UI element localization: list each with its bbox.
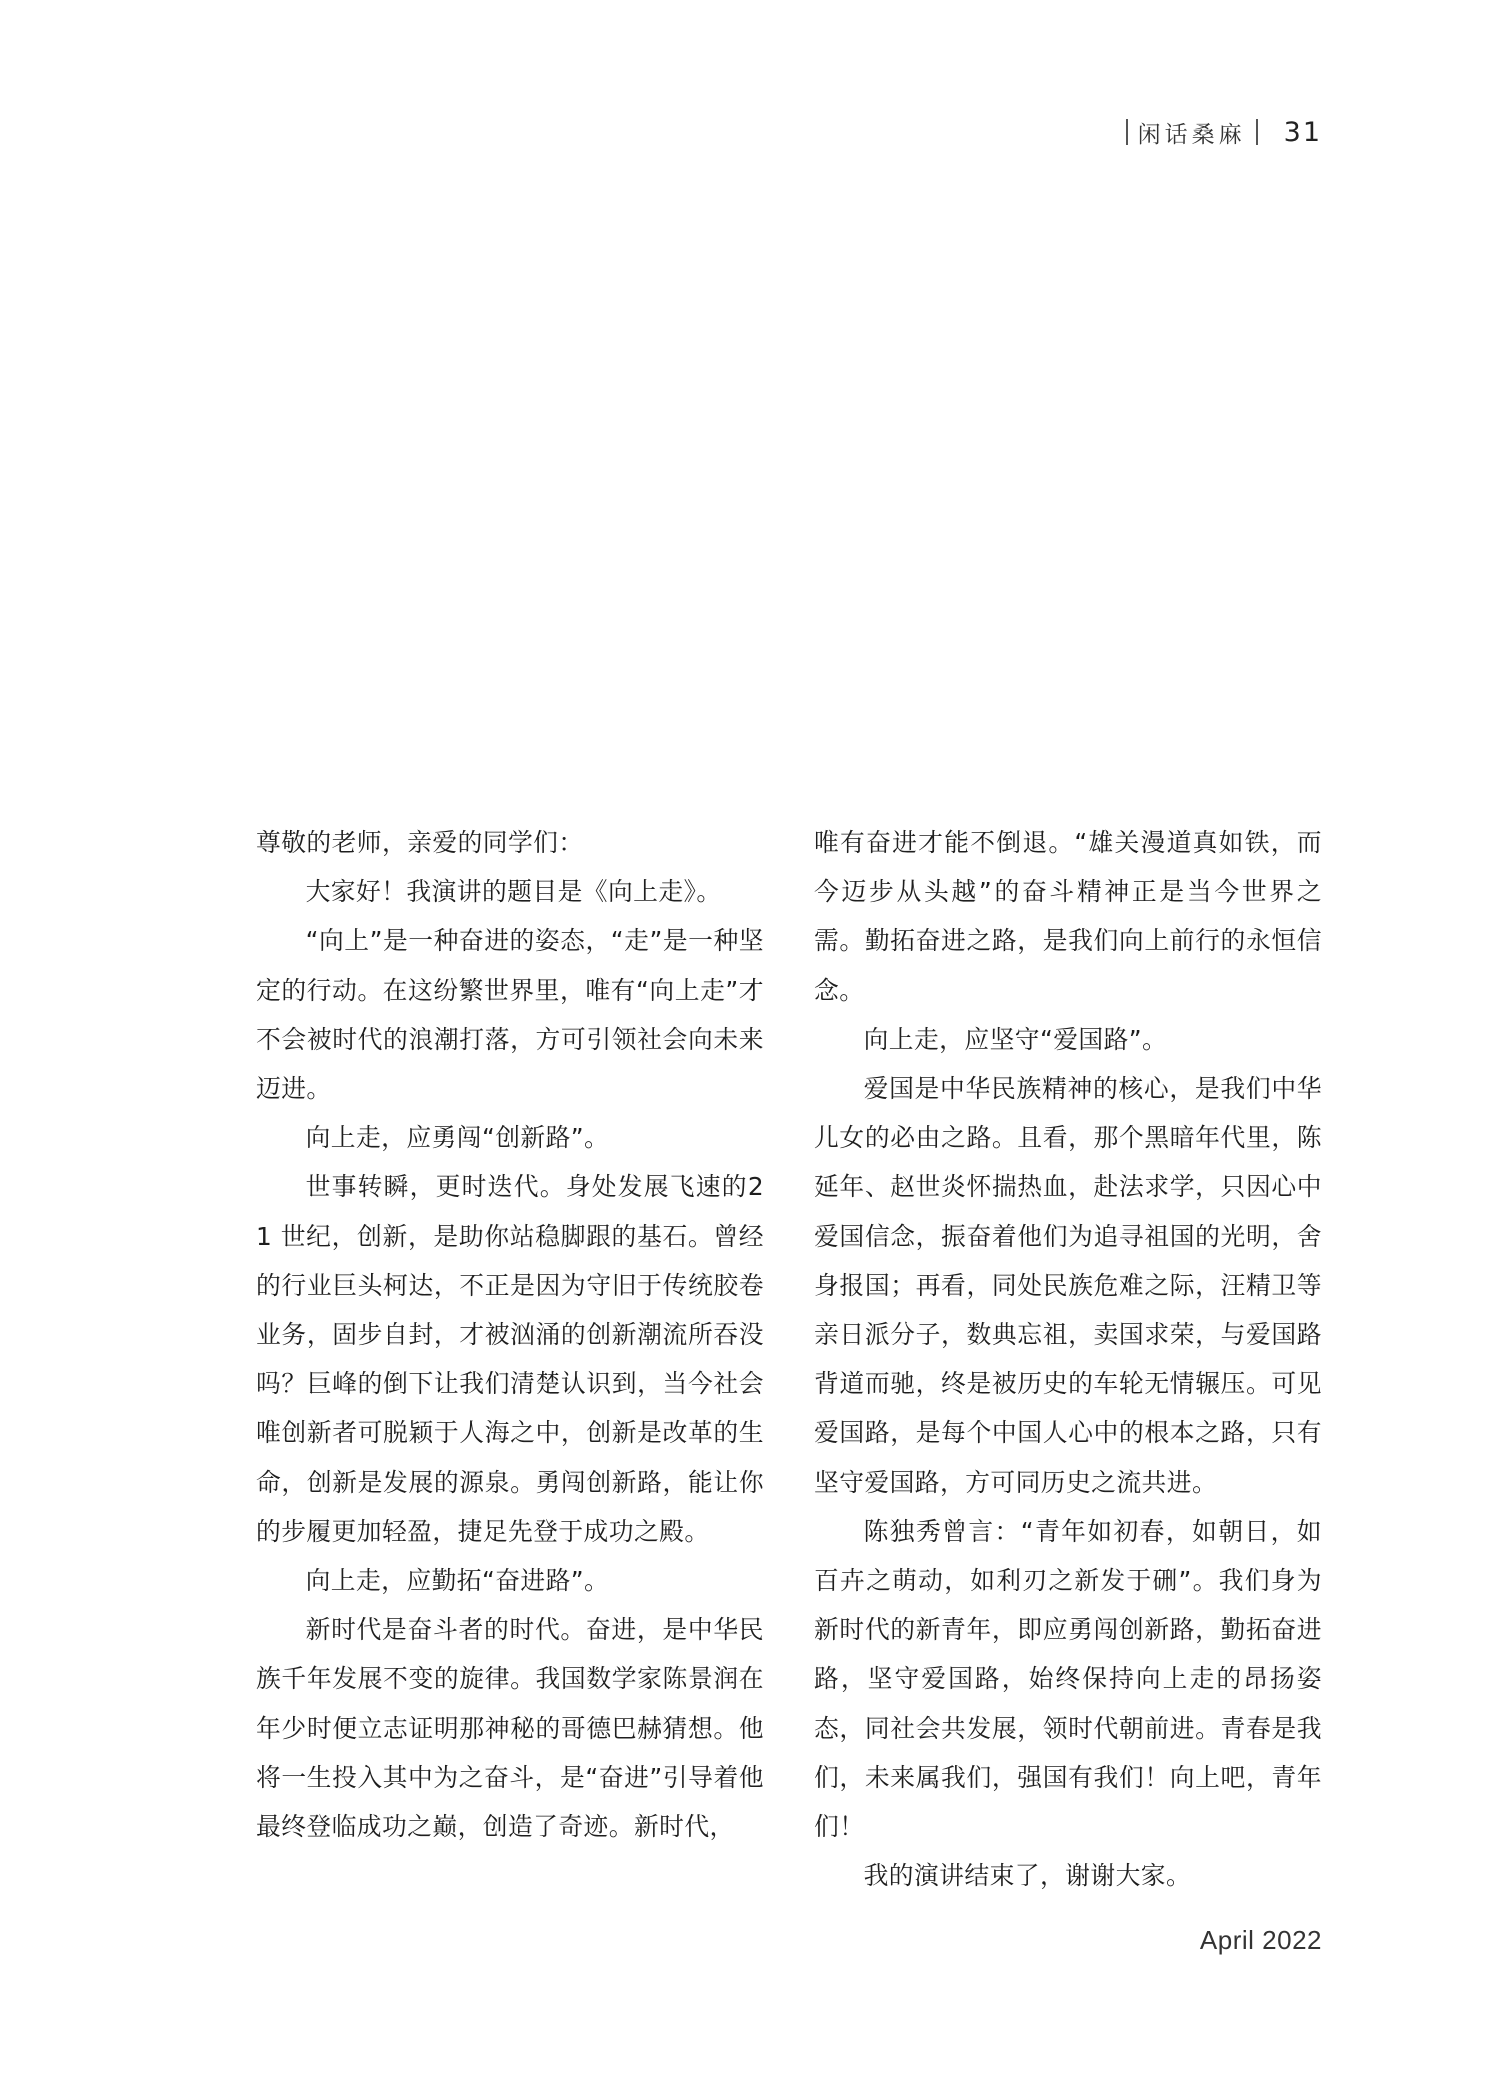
- paragraph: 尊敬的老师，亲爱的同学们：: [256, 828, 584, 857]
- header-divider-left: [1126, 119, 1128, 145]
- page-number: 31: [1283, 116, 1322, 148]
- running-header: [1116, 112, 1322, 152]
- header-divider-right: [1256, 119, 1258, 145]
- paragraph: 大家好！我演讲的题目是《向上走》。: [305, 877, 722, 907]
- section-title: 闲话桑麻: [1137, 121, 1246, 148]
- issue-date: April 2022: [1199, 1925, 1322, 1955]
- paragraph: 唯有奋进才能不倒退。“雄关漫道真如铁，而今迈步从头越”的奋斗精神正是当今世界之需。勤拓奋进之路，是我们向上前行的永恒信念。: [814, 828, 1322, 1005]
- paragraph: 向上走，应勤拓“奋进路”。: [305, 1566, 610, 1596]
- paragraph: 世事转瞬，更时迭代。身处发展飞速的21 世纪，创新，是助你站稳脚跟的基石。曾经的行业巨头柯达，不正是因为守旧于传统胶卷业务，固步自封，才被汹涌的创新潮流所吞没吗？巨峰的倒下让我们清楚认识到，当今社会唯创新者可脱颖于人海之中，创新是改革的生命，创新是发展的源泉。勇闯创新路，能让你的步履更加轻盈，捷足先登于成功之殿。: [256, 1172, 764, 1546]
- article-body: [256, 818, 1322, 1900]
- paragraph: 爱国是中华民族精神的核心，是我们中华儿女的必由之路。且看，那个黑暗年代里，陈延年、赵世炎怀揣热血，赴法求学，只因心中爱国信念，振奋着他们为追寻祖国的光明，舍身报国；再看，同处民族危难之际，汪精卫等亲日派分子，数典忘祖，卖国求荣，与爱国路背道而驰，终是被历史的车轮无情辗压。可见爱国路，是每个中国人心中的根本之路，只有坚守爱国路，方可同历史之流共进。: [814, 1074, 1322, 1497]
- paragraph: 向上走，应勇闯“创新路”。: [305, 1123, 610, 1153]
- paragraph: 我的演讲结束了，谢谢大家。: [863, 1861, 1192, 1891]
- left-column: [256, 818, 764, 1900]
- paragraph: “向上”是一种奋进的姿态，“走”是一种坚定的行动。在这纷繁世界里，唯有“向上走”才不会被时代的浪潮打落，方可引领社会向未来迈进。: [256, 926, 764, 1104]
- paragraph: 新时代是奋斗者的时代。奋进，是中华民族千年发展不变的旋律。我国数学家陈景润在年少时便立志证明那神秘的哥德巴赫猜想。他将一生投入其中为之奋斗，是“奋进”引导着他最终登临成功之巅，创造了奇迹。新时代，: [256, 1615, 764, 1842]
- right-column: [814, 818, 1322, 1900]
- paragraph: 陈独秀曾言：“青年如初春，如朝日，如百卉之萌动，如利刃之新发于硎”。我们身为新时代的新青年，即应勇闯创新路，勤拓奋进路，坚守爱国路，始终保持向上走的昂扬姿态，同社会共发展，领时代朝前进。青春是我们，未来属我们，强国有我们！向上吧，青年们！: [814, 1516, 1322, 1842]
- paragraph: 向上走，应坚守“爱国路”。: [863, 1024, 1168, 1054]
